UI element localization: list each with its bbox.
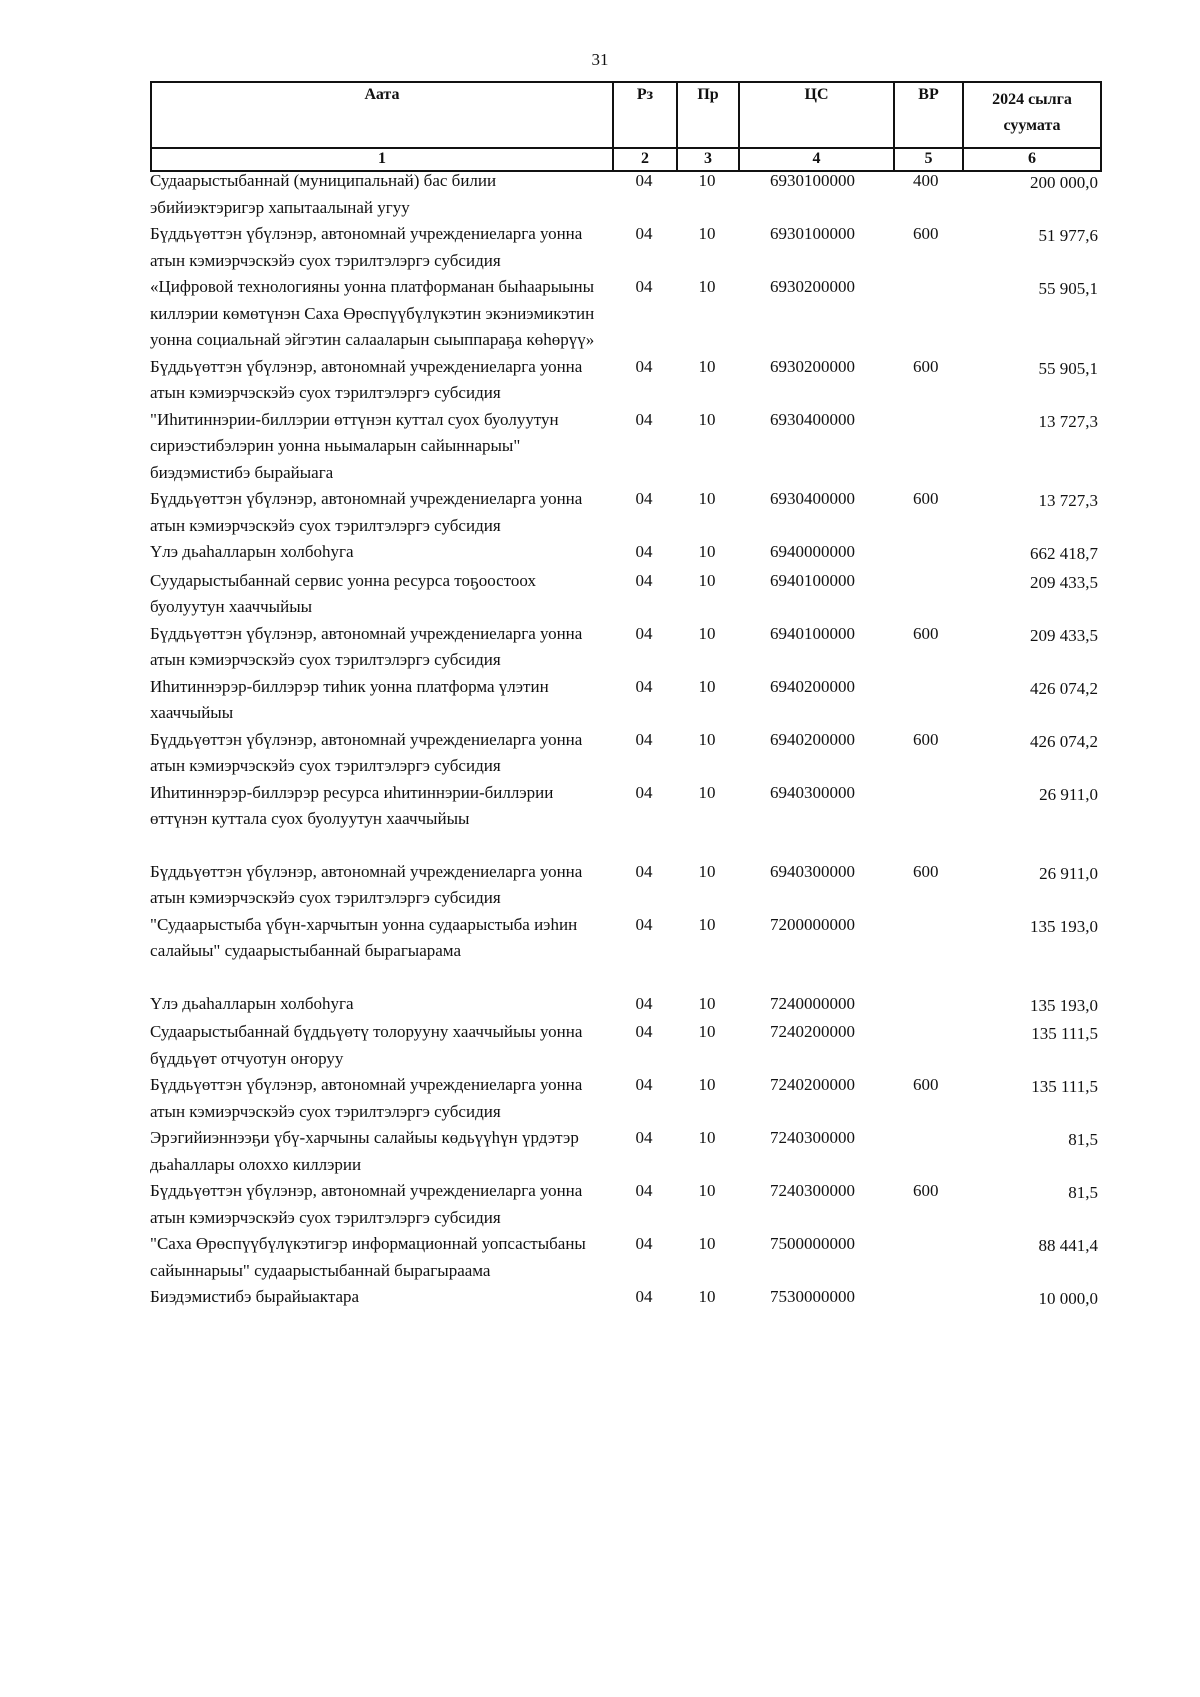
row-vr-cell (893, 1019, 962, 1072)
table-row (150, 859, 1100, 912)
row-spacer (150, 965, 1100, 991)
row-cs-cell: 7240300000 (770, 1181, 855, 1200)
budget-table-body (150, 168, 1100, 1313)
row-cs-cell: 6930400000 (770, 409, 855, 429)
row-vr-cell: 600 (913, 356, 939, 376)
row-pr-cell: 10 (698, 623, 716, 643)
row-rz-cell: 04 (635, 409, 653, 429)
row-rz-cell: 04 (635, 1128, 653, 1147)
row-vr-cell: 600 (913, 1181, 939, 1200)
page-number: 31 (591, 50, 609, 69)
row-cs-cell: 6940100000 (770, 623, 855, 643)
table-row (150, 221, 1100, 274)
row-amount-cell: 55 905,1 (1038, 358, 1098, 378)
row-rz-cell: 04 (635, 1234, 653, 1253)
row-vr-cell: 600 (913, 224, 939, 243)
row-vr-cell: 600 (913, 729, 939, 749)
row-name-cell: Бүддьүөттэн үбүлэнэр, автономнай учреждениеларга уонна атын кэмиэрчэскэйэ суох тэрилтэлэргэ субсидия (150, 729, 583, 775)
row-rz-cell: 04 (635, 914, 653, 934)
row-amount-cell: 209 433,5 (1030, 625, 1098, 645)
table-row (150, 1072, 1100, 1125)
row-amount-cell: 10 000,0 (1038, 1289, 1098, 1308)
column-header-cs: ЦС (739, 82, 894, 148)
row-name-cell: Бүддьүөттэн үбүлэнэр, автономнай учреждениеларга уонна атын кэмиэрчэскэйэ суох тэрилтэлэргэ субсидия (150, 861, 583, 907)
row-amount-cell: 426 074,2 (1030, 678, 1098, 698)
row-pr-cell: 10 (698, 1287, 716, 1306)
row-vr-cell: 400 (913, 171, 939, 190)
row-amount-cell: 135 111,5 (1031, 1024, 1098, 1043)
row-rz-cell: 04 (635, 171, 653, 190)
row-vr-cell (893, 1125, 962, 1178)
row-rz-cell: 04 (635, 277, 653, 296)
table-row (150, 674, 1100, 727)
row-rz-cell: 04 (635, 356, 653, 376)
table-row (150, 727, 1100, 780)
row-rz-cell: 04 (635, 729, 653, 749)
row-pr-cell: 10 (698, 729, 716, 749)
table-row (150, 1178, 1100, 1231)
row-rz-cell: 04 (635, 676, 653, 696)
table-row (150, 568, 1100, 621)
row-cs-cell: 6930400000 (770, 489, 855, 508)
table-header (150, 81, 1102, 172)
row-name-cell: "Саха Өрөспүүбүлүкэтигэр информационнай уопсастыбаны сайыннарыы" судаарыстыбаннай бырагыраама (150, 1234, 586, 1280)
row-name-cell: «Цифровой технологияны уонна платформанан быһаарыыны киллэрии көмөтүнэн Саха Өрөспүүбүлүкэтин экэниэмикэтин уонна социальнай эйгэтин салааларын сыыппараҕа көһөрүү» (150, 277, 595, 349)
row-rz-cell: 04 (635, 623, 653, 643)
row-rz-cell: 04 (635, 993, 653, 1013)
row-amount-cell: 13 727,3 (1038, 411, 1098, 431)
row-name-cell: Бүддьүөттэн үбүлэнэр, автономнай учреждениеларга уонна атын кэмиэрчэскэйэ суох тэрилтэлэргэ субсидия (150, 623, 583, 669)
row-amount-cell: 135 111,5 (1031, 1077, 1098, 1096)
row-cs-cell: 6940200000 (770, 676, 855, 696)
row-amount-cell: 200 000,0 (1030, 173, 1098, 192)
row-cs-cell: 7240200000 (770, 1075, 855, 1094)
row-amount-cell: 26 911,0 (1039, 863, 1098, 883)
row-amount-cell: 88 441,4 (1038, 1236, 1098, 1255)
row-cs-cell: 6940200000 (770, 729, 855, 749)
row-name-cell: Бүддьүөттэн үбүлэнэр, автономнай учреждениеларга уонна атын кэмиэрчэскэйэ суох тэрилтэлэргэ субсидия (150, 1075, 583, 1121)
row-pr-cell: 10 (698, 1128, 716, 1147)
row-cs-cell: 6940300000 (770, 861, 855, 881)
row-cs-cell: 7240000000 (770, 993, 855, 1013)
row-name-cell: "Судаарыстыба үбүн-харчытын уонна судаарыстыба иэһин салайыы" судаарыстыбаннай бырагыарама (150, 914, 578, 960)
row-pr-cell: 10 (698, 861, 716, 881)
row-cs-cell: 6930200000 (770, 277, 855, 296)
table-row (150, 621, 1100, 674)
column-header-name: Аата (151, 82, 613, 148)
column-header-rz: Рз (613, 82, 677, 148)
row-vr-cell (893, 912, 962, 965)
row-pr-cell: 10 (698, 1234, 716, 1253)
row-cs-cell: 6940100000 (770, 570, 855, 590)
table-row (150, 1284, 1100, 1313)
row-cs-cell: 7530000000 (770, 1287, 855, 1306)
row-amount-cell: 26 911,0 (1039, 784, 1098, 804)
table-row (150, 780, 1100, 833)
row-cs-cell: 6940300000 (770, 782, 855, 802)
table-row (150, 1019, 1100, 1072)
row-amount-cell: 51 977,6 (1038, 226, 1098, 245)
row-name-cell: Судаарыстыбаннай (муниципальнай) бас билии эбийиэктэригэр хапытаалынай угуу (150, 171, 497, 217)
table-row (150, 1231, 1100, 1284)
row-vr-cell: 600 (913, 623, 939, 643)
row-pr-cell: 10 (698, 914, 716, 934)
table-row (150, 407, 1100, 487)
row-amount-cell: 135 193,0 (1030, 995, 1098, 1015)
row-name-cell: "Иһитиннэрии-биллэрии өттүнэн куттал суох буолуутун сириэстибэлэрин уонна ньымаларын сайыннарыы" биэдэмистибэ бырайыага (150, 409, 559, 482)
row-amount-cell: 81,5 (1068, 1183, 1098, 1202)
row-amount-cell: 426 074,2 (1030, 731, 1098, 751)
row-name-cell: Иһитиннэрэр-биллэрэр тиһик уонна платформа үлэтин хааччыйыы (150, 676, 549, 722)
row-cs-cell: 7240300000 (770, 1128, 855, 1147)
row-name-cell: Судаарыстыбаннай бүддьүөтү толорууну хааччыйыы уонна бүддьүөт отчуотун оҥоруу (150, 1022, 583, 1068)
row-spacer-cell (150, 833, 1100, 859)
row-pr-cell: 10 (698, 782, 716, 802)
table-row (150, 912, 1100, 965)
row-vr-cell: 600 (913, 861, 939, 881)
column-number: 2 (613, 148, 677, 171)
row-name-cell: Бүддьүөттэн үбүлэнэр, автономнай учреждениеларга уонна атын кэмиэрчэскэйэ суох тэрилтэлэргэ субсидия (150, 224, 583, 270)
row-amount-cell: 209 433,5 (1030, 572, 1098, 592)
row-pr-cell: 10 (698, 171, 716, 190)
row-pr-cell: 10 (698, 1181, 716, 1200)
row-vr-cell (893, 568, 962, 621)
table-row (150, 539, 1100, 568)
row-pr-cell: 10 (698, 224, 716, 243)
table-row (150, 486, 1100, 539)
row-vr-cell (893, 1231, 962, 1284)
column-number: 1 (151, 148, 613, 171)
row-rz-cell: 04 (635, 224, 653, 243)
row-pr-cell: 10 (698, 409, 716, 429)
row-amount-cell: 81,5 (1068, 1130, 1098, 1149)
row-rz-cell: 04 (635, 782, 653, 802)
row-rz-cell: 04 (635, 1181, 653, 1200)
row-name-cell: Иһитиннэрэр-биллэрэр ресурса иһитиннэрии-биллэрии өттүнэн куттала суох буолуутун хааччыйыы (150, 782, 554, 828)
column-header-pr: Пр (677, 82, 739, 148)
row-rz-cell: 04 (635, 1022, 653, 1041)
row-vr-cell (893, 274, 962, 354)
row-vr-cell (893, 539, 962, 568)
column-number: 3 (677, 148, 739, 171)
row-name-cell: Суударыстыбаннай сервис уонна ресурса тоҕоостоох буолуутун хааччыйыы (150, 570, 536, 616)
row-rz-cell: 04 (635, 542, 653, 561)
row-vr-cell (893, 780, 962, 833)
column-number: 5 (894, 148, 963, 171)
table-row (150, 274, 1100, 354)
row-pr-cell: 10 (698, 676, 716, 696)
row-pr-cell: 10 (698, 1022, 716, 1041)
row-cs-cell: 7240200000 (770, 1022, 855, 1041)
row-spacer-cell (150, 965, 1100, 991)
row-name-cell: Эрэгийиэннээҕи үбү-харчыны салайыы көдьүүһүн үрдэтэр дьаһаллары олоххо киллэрии (150, 1128, 579, 1174)
row-name-cell: Бүддьүөттэн үбүлэнэр, автономнай учреждениеларга уонна атын кэмиэрчэскэйэ суох тэрилтэлэргэ субсидия (150, 489, 583, 535)
row-pr-cell: 10 (698, 1075, 716, 1094)
column-header-amount: 2024 сылга суумата (963, 82, 1101, 148)
row-pr-cell: 10 (698, 489, 716, 508)
table-row (150, 991, 1100, 1020)
table-row (150, 354, 1100, 407)
row-pr-cell: 10 (698, 993, 716, 1013)
column-number: 6 (963, 148, 1101, 171)
row-pr-cell: 10 (698, 356, 716, 376)
row-rz-cell: 04 (635, 489, 653, 508)
row-vr-cell (893, 991, 962, 1020)
row-cs-cell: 6930200000 (770, 356, 855, 376)
table-row (150, 1125, 1100, 1178)
row-amount-cell: 55 905,1 (1038, 279, 1098, 298)
row-amount-cell: 662 418,7 (1030, 544, 1098, 563)
row-pr-cell: 10 (698, 542, 716, 561)
row-rz-cell: 04 (635, 570, 653, 590)
row-name-cell: Үлэ дьаһалларын холбоһуга (150, 993, 354, 1013)
row-name-cell: Бүддьүөттэн үбүлэнэр, автономнай учреждениеларга уонна атын кэмиэрчэскэйэ суох тэрилтэлэргэ субсидия (150, 356, 583, 402)
row-vr-cell (893, 674, 962, 727)
row-pr-cell: 10 (698, 570, 716, 590)
row-cs-cell: 6930100000 (770, 224, 855, 243)
row-cs-cell: 7500000000 (770, 1234, 855, 1253)
row-amount-cell: 135 193,0 (1030, 916, 1098, 936)
row-name-cell: Үлэ дьаһалларын холбоһуга (150, 542, 354, 561)
row-name-cell: Биэдэмистибэ бырайыактара (150, 1287, 360, 1306)
row-vr-cell (893, 1284, 962, 1313)
row-cs-cell: 7200000000 (770, 914, 855, 934)
table-row (150, 168, 1100, 221)
row-name-cell: Бүддьүөттэн үбүлэнэр, автономнай учреждениеларга уонна атын кэмиэрчэскэйэ суох тэрилтэлэргэ субсидия (150, 1181, 583, 1227)
row-rz-cell: 04 (635, 1075, 653, 1094)
row-vr-cell: 600 (913, 1075, 939, 1094)
row-spacer (150, 833, 1100, 859)
row-amount-cell: 13 727,3 (1038, 491, 1098, 510)
row-vr-cell (893, 407, 962, 487)
row-pr-cell: 10 (698, 277, 716, 296)
row-rz-cell: 04 (635, 861, 653, 881)
column-number: 4 (739, 148, 894, 171)
row-vr-cell: 600 (913, 489, 939, 508)
row-cs-cell: 6940000000 (770, 542, 855, 561)
row-cs-cell: 6930100000 (770, 171, 855, 190)
column-header-vr: ВР (894, 82, 963, 148)
row-rz-cell: 04 (635, 1287, 653, 1306)
